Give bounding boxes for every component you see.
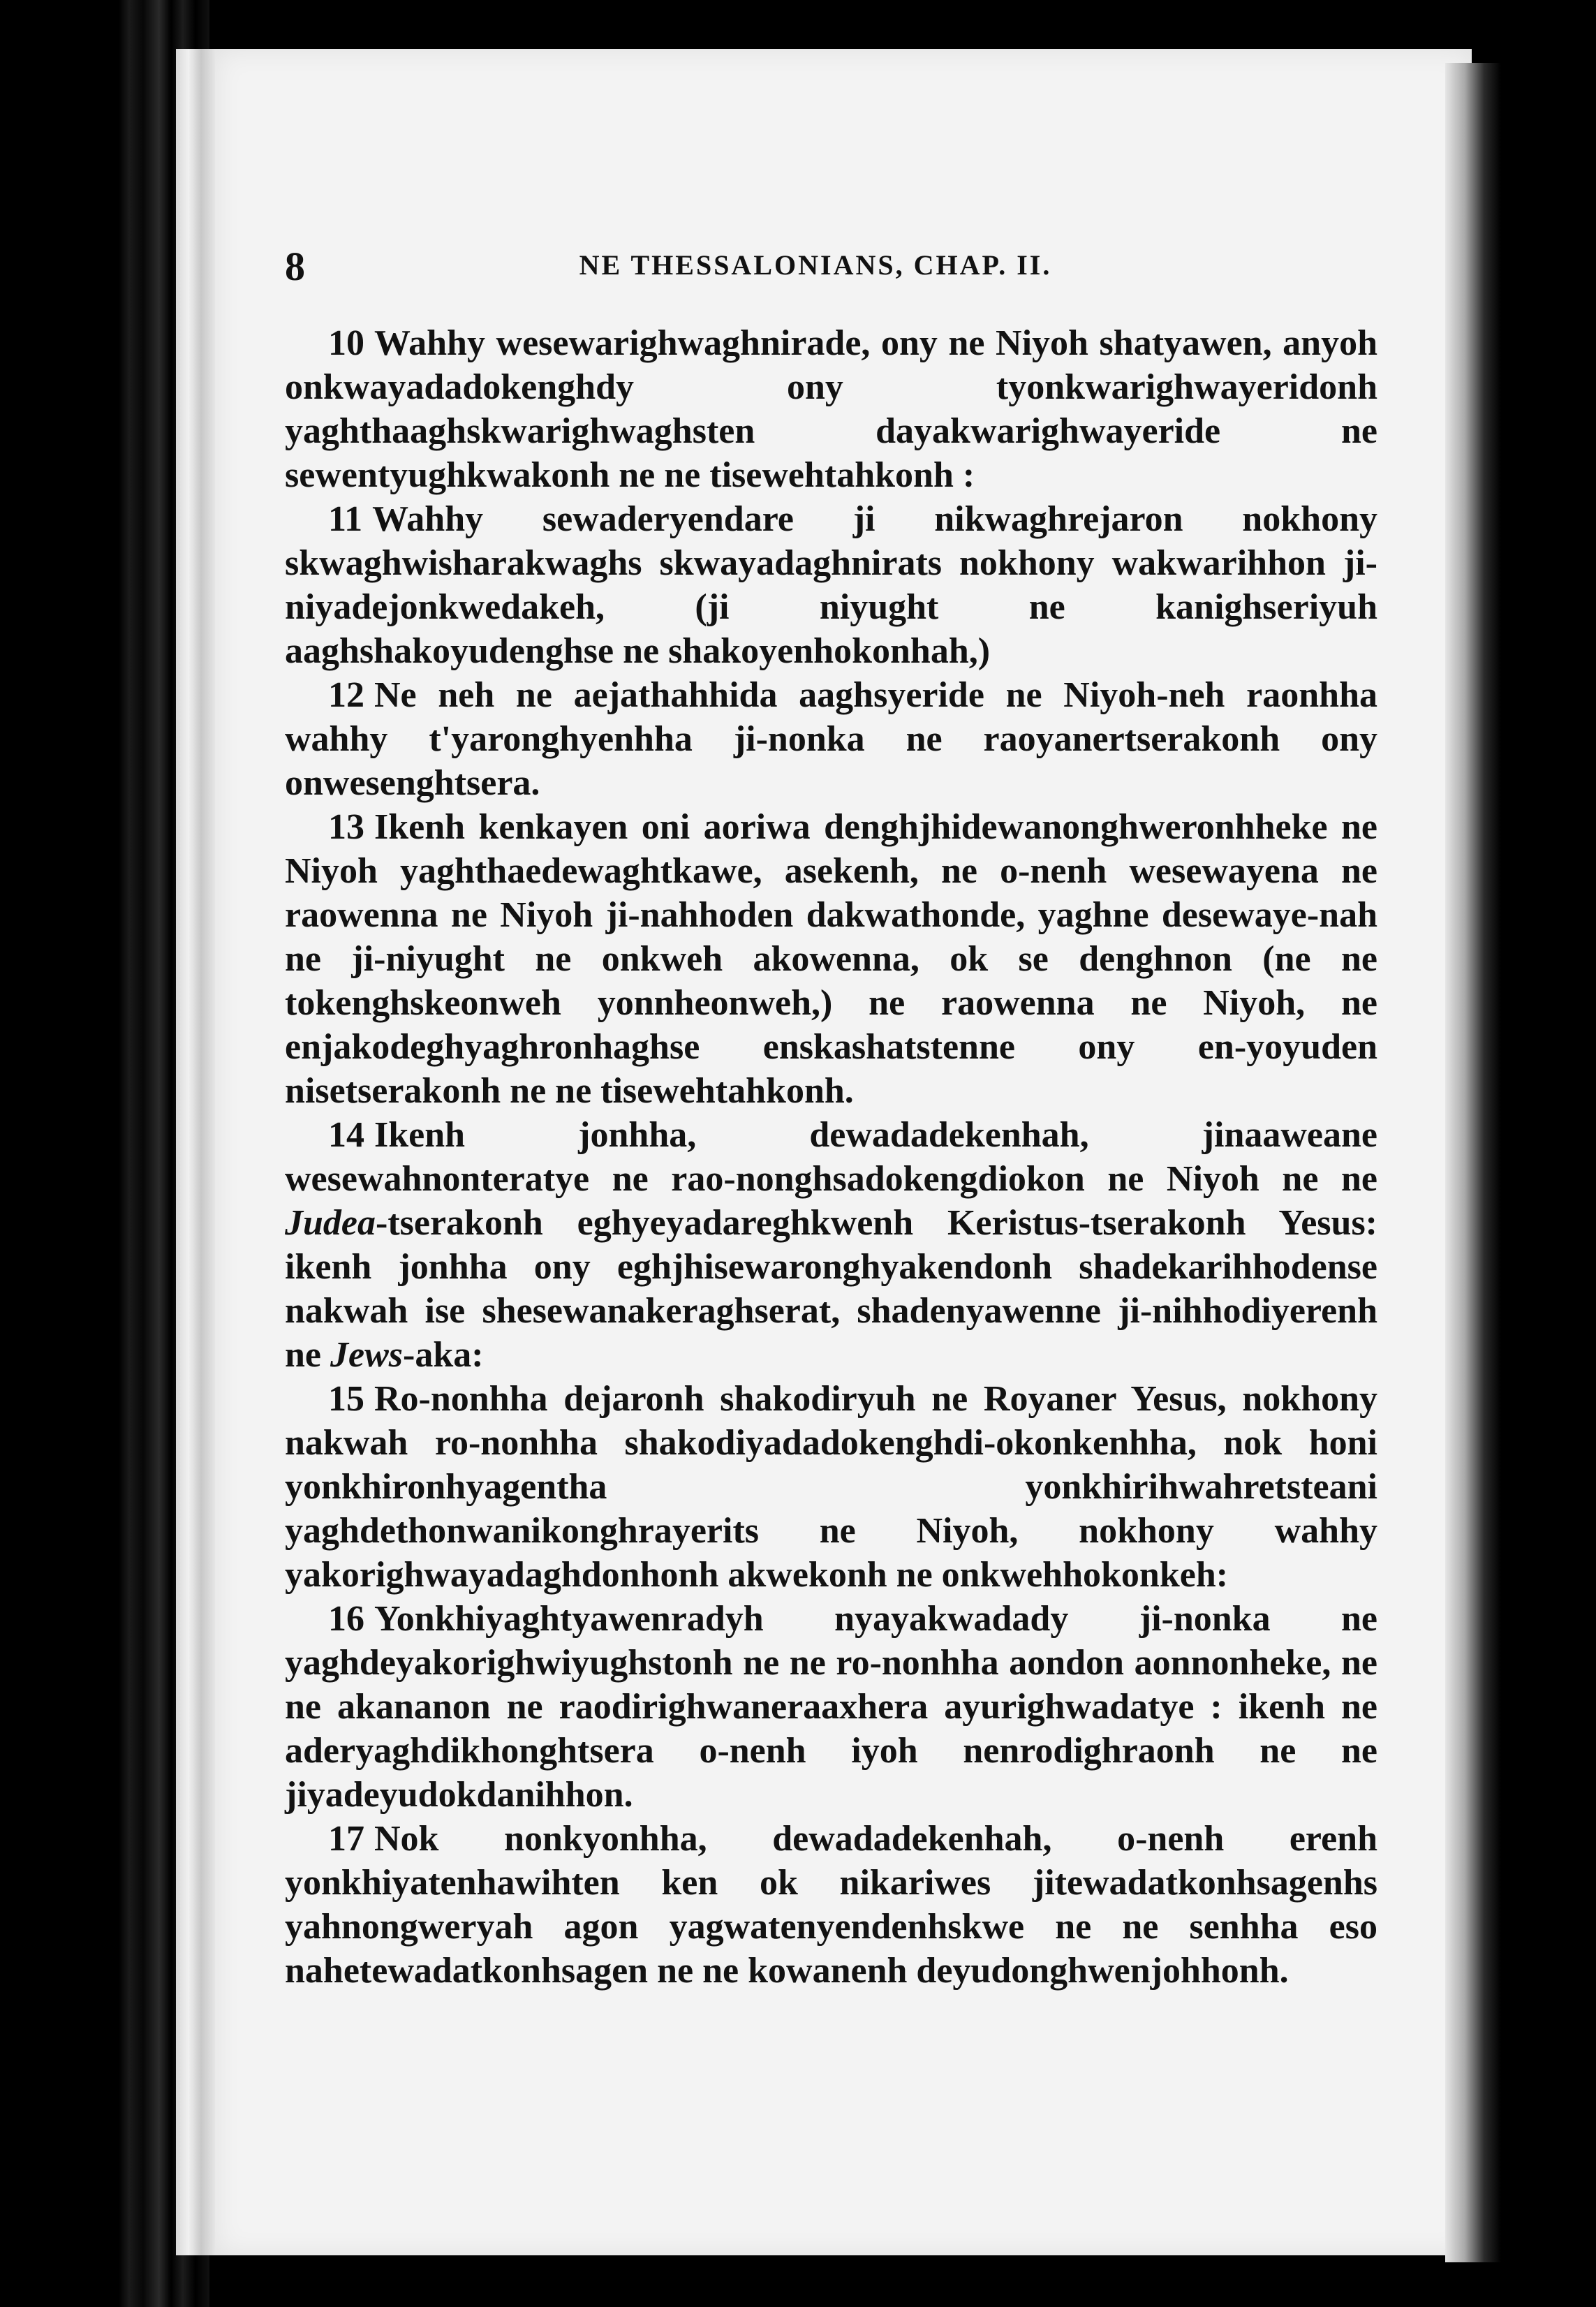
page-number: 8	[285, 244, 305, 289]
verse-17	[285, 1817, 1377, 1993]
verse-italic-word: Jews	[330, 1335, 403, 1375]
verse-number: 16	[328, 1599, 364, 1639]
right-page-edge	[1445, 63, 1501, 2262]
verse-text: Ikenh kenkayen oni aoriwa denghjhidewanonghweronhheke ne Niyoh yaghthaedewaghtkawe, asekenh, ne o-nenh wesewayena ne raowenna ne Niyoh ji-nahhoden dakwathonde, yaghne desewaye-nah ne ji-niyught ne onkweh akowenna, ok se denghnon (ne ne tokenghskeonweh yonnheonweh,) ne raowenna ne Niyoh, ne enjakodeghyaghronhaghse enskashatstenne ony en-yoyuden nisetserakonh ne ne tisewehtahkonh.	[285, 807, 1377, 1111]
verse-text: -tserakonh eghyeyadareghkwenh Keristus-tserakonh Yesus: ikenh jonhha ony eghjhisewaronghyakendonh shadekarihhodense nakwah ise shesewanakeraghserat, shadenyawenne ji-nihhodiyerenh ne	[285, 1203, 1377, 1375]
verse-text: -aka:	[403, 1335, 484, 1375]
verse-text: Wahhy sewaderyendare ji nikwaghrejaron nokhony skwaghwisharakwaghs skwayadaghnirats nokhony wakwarihhon ji-niyadejonkwedakeh, (ji niyught ne kanighseriyuh aaghshakoyudenghse ne shakoyenhokonhah,)	[285, 499, 1377, 671]
verse-number: 10	[328, 323, 364, 363]
verse-16	[285, 1597, 1377, 1817]
verse-10	[285, 321, 1377, 497]
verse-text: Ikenh jonhha, dewadadekenhah, jinaaweane wesewahnonteratye ne rao-nonghsadokengdiokon ne Niyoh ne ne	[285, 1115, 1377, 1199]
verse-11	[285, 497, 1377, 673]
verse-number: 12	[328, 675, 364, 715]
page-stack-edge	[176, 49, 218, 2255]
page-body-text	[285, 321, 1377, 1993]
verse-text: Wahhy wesewarighwaghnirade, ony ne Niyoh shatyawen, anyoh onkwayadadokenghdy ony tyonkwarighwayeridonh yaghthaaghskwarighwaghsten dayakwarighwayeride ne sewentyughkwakonh ne ne tisewehtahkonh :	[285, 323, 1377, 495]
verse-italic-word: Judea	[285, 1203, 376, 1243]
verse-text: Ro-nonhha dejaronh shakodiryuh ne Royaner Yesus, nokhony nakwah ro-nonhha shakodiyadadokenghdi-okonkenhha, nok honi yonkhironhyagentha yonkhirihwahretsteani yaghdethonwanikonghrayerits ne Niyoh, nokhony wahhy yakorighwayadaghdonhonh akwekonh ne onkwehhokonkeh:	[285, 1379, 1377, 1595]
book-page	[215, 49, 1472, 2255]
verse-number: 13	[328, 807, 364, 847]
running-title: NE THESSALONIANS, CHAP. II.	[579, 249, 1052, 281]
verse-15	[285, 1377, 1377, 1597]
verse-13	[285, 805, 1377, 1113]
verse-number: 15	[328, 1379, 364, 1419]
verse-text: Yonkhiyaghtyawenradyh nyayakwadady ji-nonka ne yaghdeyakorighwiyughstonh ne ne ro-nonhha aondon aonnonheke, ne ne akananon ne raodirighwaneraaxhera ayurighwadatye : ikenh ne aderyaghdikhonghtsera o-nenh iyoh nenrodighraonh ne ne jiyadeyudokdanihhon.	[285, 1599, 1377, 1815]
verse-number: 14	[328, 1115, 364, 1155]
verse-14	[285, 1113, 1377, 1377]
verse-12	[285, 673, 1377, 805]
page-header	[285, 243, 1346, 292]
verse-text: Nok nonkyonhha, dewadadekenhah, o-nenh erenh yonkhiyatenhawihten ken ok nikariwes jitewadatkonhsagenhs yahnongweryah agon yagwatenyendenhskwe ne ne senhha eso nahetewadatkonhsagen ne ne kowanenh deyudonghwenjohhonh.	[285, 1819, 1377, 1991]
verse-number: 17	[328, 1819, 364, 1859]
verse-text: Ne neh ne aejathahhida aaghsyeride ne Niyoh-neh raonhha wahhy t'yaronghyenhha ji-nonka ne raoyanertserakonh ony onwesenghtsera.	[285, 675, 1377, 803]
verse-number: 11	[328, 499, 363, 539]
